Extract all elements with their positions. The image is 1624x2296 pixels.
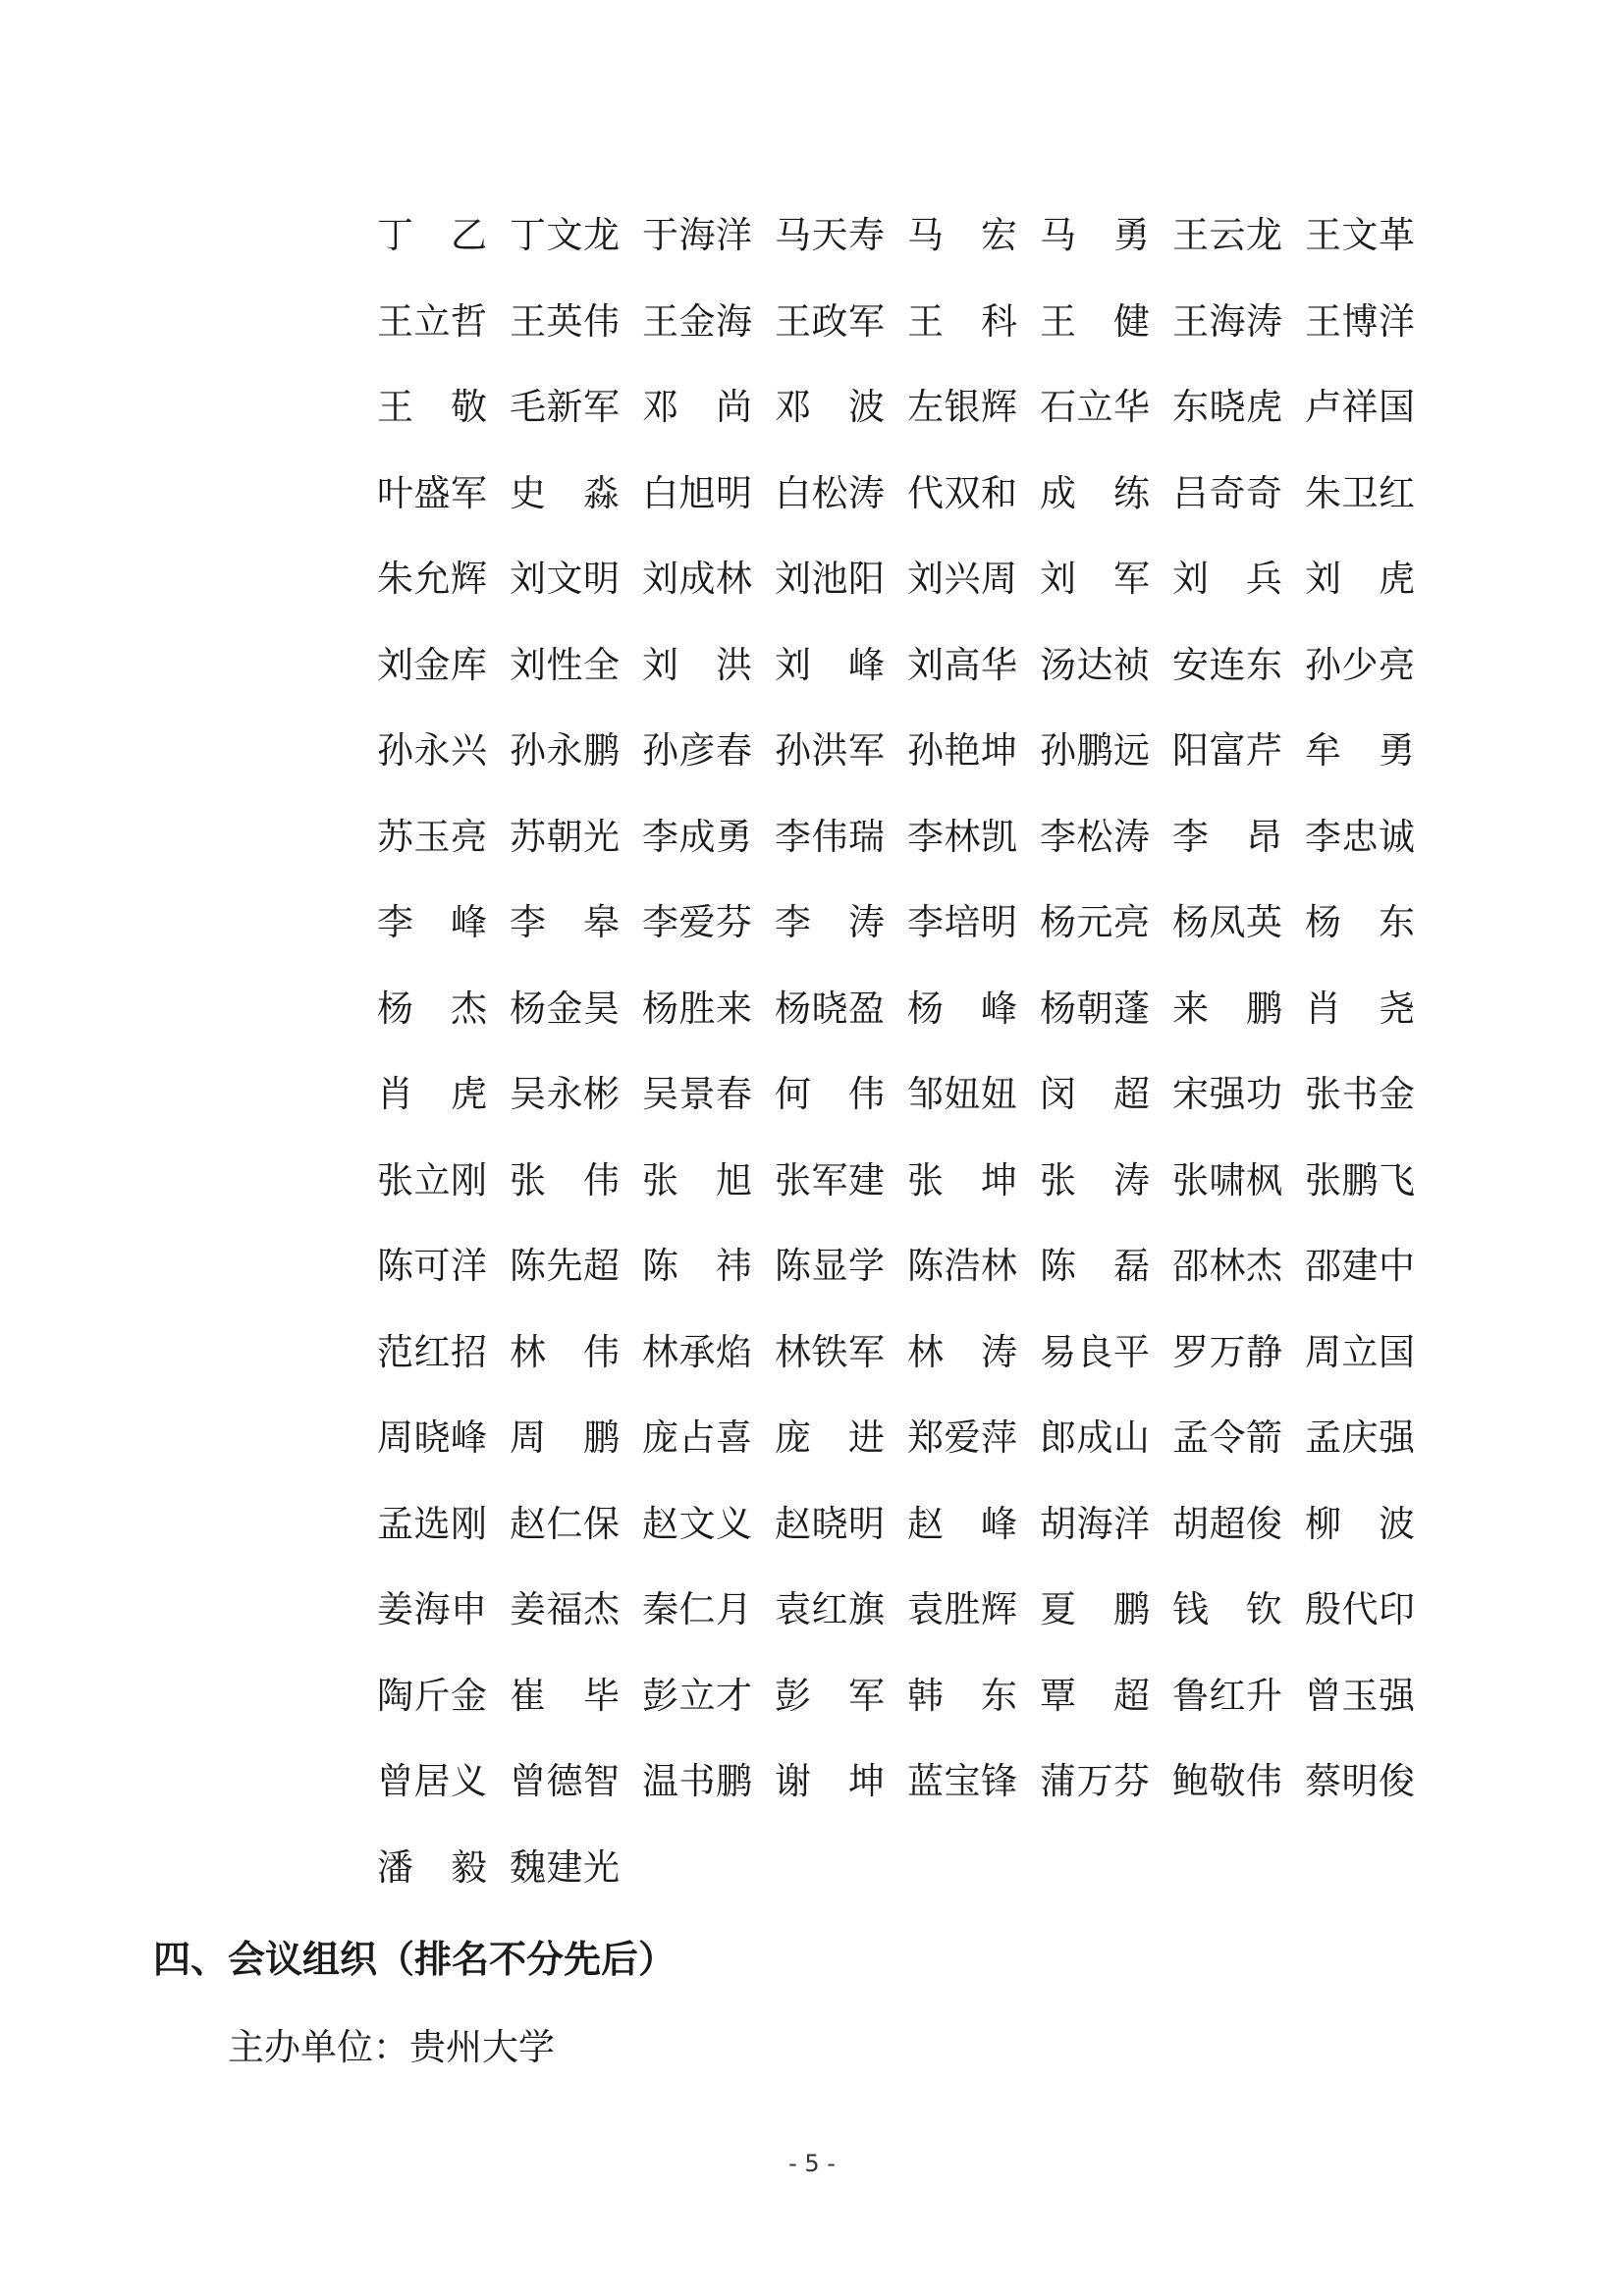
name-entry: 杨 东 [1305,901,1415,943]
name-entry: 赵 文 义 [642,1502,752,1545]
name-entry: 张 啸 枫 [1172,1158,1282,1201]
name-entry: 鲍 敬 伟 [1172,1760,1282,1802]
name-entry: 曾 德 智 [510,1760,620,1802]
name-entry: 汤 达 祯 [1040,643,1150,686]
name-entry: 刘 性 全 [510,643,620,686]
name-entry: 赵 仁 保 [510,1502,620,1545]
name-entry: 闵 超 [1040,1073,1150,1115]
name-entry: 苏 玉 亮 [377,815,487,858]
name-entry: 肖 虎 [377,1073,487,1115]
name-entry: 周 鹏 [510,1416,620,1459]
name-entry: 杨 杰 [377,987,487,1030]
name-entry: 胡 海 洋 [1040,1502,1150,1545]
name-entry: 杨 凤 英 [1172,901,1282,943]
page-number: - 5 - [788,2150,836,2177]
name-entry: 李 昂 [1172,815,1282,858]
name-entry: 刘 高 华 [907,643,1017,686]
name-entry: 邹 妞 妞 [907,1073,1017,1115]
name-entry: 李 林 凯 [907,815,1017,858]
name-entry: 孙 彦 春 [642,729,752,772]
name-entry: 于 海 洋 [642,214,752,256]
name-entry: 李 培 明 [907,901,1017,943]
name-entry: 郑 爱 萍 [907,1416,1017,1459]
name-entry: 刘 虎 [1305,558,1415,600]
name-entry: 朱 卫 红 [1305,471,1415,514]
name-entry: 张 立 刚 [377,1158,487,1201]
name-entry: 孙 洪 军 [775,729,885,772]
name-entry: 刘 军 [1040,558,1150,600]
name-entry: 杨 金 昊 [510,987,620,1030]
name-entry: 林 承 焰 [642,1330,752,1373]
name-entry: 苏 朝 光 [510,815,620,858]
name-entry: 孙 少 亮 [1305,643,1415,686]
name-entry: 鲁 红 升 [1172,1674,1282,1717]
name-entry: 王 博 洋 [1305,299,1415,343]
name-entry: 邓 波 [775,386,885,428]
name-entry: 杨 峰 [907,987,1017,1030]
name-entry: 孙 永 鹏 [510,729,620,772]
name-entry: 王 立 哲 [377,299,487,343]
name-entry: 胡 超 俊 [1172,1502,1282,1545]
name-entry: 张 书 金 [1305,1073,1415,1115]
name-entry: 周 晓 峰 [377,1416,487,1459]
name-entry: 李 涛 [775,901,885,943]
name-entry: 李 松 涛 [1040,815,1150,858]
name-entry: 韩 东 [907,1674,1017,1717]
name-entry: 林 铁 军 [775,1330,885,1373]
name-entry: 刘 兴 周 [907,558,1017,600]
name-entry: 庞 占 喜 [642,1416,752,1459]
name-entry: 林 涛 [907,1330,1017,1373]
name-entry: 刘 兵 [1172,558,1282,600]
name-entry: 刘 池 阳 [775,558,885,600]
name-entry: 张 伟 [510,1158,620,1201]
name-entry: 姜 福 杰 [510,1588,620,1630]
name-entry: 刘 金 库 [377,643,487,686]
name-entry: 陈 浩 林 [907,1245,1017,1287]
name-entry: 肖 尧 [1305,987,1415,1030]
name-entry: 李 皋 [510,901,620,943]
name-entry: 张 军 建 [775,1158,885,1201]
name-entry: 杨 胜 来 [642,987,752,1030]
name-entry: 宋 强 功 [1172,1073,1282,1115]
name-entry: 刘 文 明 [510,558,620,600]
name-entry: 彭 立 才 [642,1674,752,1717]
name-entry: 陈 祎 [642,1245,752,1287]
name-entry: 邵 建 中 [1305,1245,1415,1287]
name-entry: 孙 永 兴 [377,729,487,772]
name-entry: 周 立 国 [1305,1330,1415,1373]
name-entry: 袁 红 旗 [775,1588,885,1630]
name-entry: 蔡 明 俊 [1305,1760,1415,1802]
name-entry: 曾 居 义 [377,1760,487,1802]
name-entry: 李 峰 [377,901,487,943]
name-entry: 史 淼 [510,471,620,514]
name-entry: 王 云 龙 [1172,214,1282,256]
name-entry: 彭 军 [775,1674,885,1717]
name-entry: 王 健 [1040,299,1150,343]
name-entry: 朱 允 辉 [377,558,487,600]
name-entry: 蒲 万 芬 [1040,1760,1150,1802]
name-entry: 王 文 革 [1305,214,1415,256]
name-entry: 覃 超 [1040,1674,1150,1717]
name-entry: 叶 盛 军 [377,471,487,514]
name-entry: 王 政 军 [775,299,885,343]
name-entry: 东 晓 虎 [1172,386,1282,428]
name-entry: 崔 毕 [510,1674,620,1717]
name-entry: 曾 玉 强 [1305,1674,1415,1717]
name-entry: 孟 令 箭 [1172,1416,1282,1459]
name-entry: 庞 进 [775,1416,885,1459]
name-entry: 马 宏 [907,214,1017,256]
name-entry: 郎 成 山 [1040,1416,1150,1459]
name-entry: 马 勇 [1040,214,1150,256]
name-entry: 李 伟 瑞 [775,815,885,858]
name-entry: 王 英 伟 [510,299,620,343]
name-entry: 张 涛 [1040,1158,1150,1201]
name-entry: 邓 尚 [642,386,752,428]
name-entry: 李 忠 诚 [1305,815,1415,858]
name-entry: 孙 鹏 远 [1040,729,1150,772]
name-entry: 王 科 [907,299,1017,343]
name-entry: 陈 可 洋 [377,1245,487,1287]
name-entry: 谢 坤 [775,1760,885,1802]
name-entry: 杨 元 亮 [1040,901,1150,943]
name-entry: 罗 万 静 [1172,1330,1282,1373]
name-entry: 潘 毅 [377,1845,487,1889]
name-entry: 吴 景 春 [642,1073,752,1115]
committee-name-list [377,208,1437,1926]
name-entry: 王 敬 [377,386,487,428]
name-entry: 王 金 海 [642,299,752,343]
name-entry: 丁 乙 [377,214,487,256]
name-entry: 左 银 辉 [907,386,1017,428]
name-entry: 牟 勇 [1305,729,1415,772]
name-entry: 毛 新 军 [510,386,620,428]
name-entry: 姜 海 申 [377,1588,487,1630]
name-entry: 刘 洪 [642,643,752,686]
name-entry: 陶 斤 金 [377,1674,487,1717]
name-entry: 马 天 寿 [775,214,885,256]
name-entry: 赵 晓 明 [775,1502,885,1545]
name-entry: 阳 富 芹 [1172,729,1282,772]
name-entry: 夏 鹏 [1040,1588,1150,1630]
name-entry: 陈 磊 [1040,1245,1150,1287]
name-entry: 刘 成 林 [642,558,752,600]
name-entry: 白 旭 明 [642,471,752,514]
name-entry: 陈 先 超 [510,1245,620,1287]
name-entry: 孙 艳 坤 [907,729,1017,772]
name-entry: 林 伟 [510,1330,620,1373]
name-entry: 孟 选 刚 [377,1502,487,1545]
name-entry: 何 伟 [775,1073,885,1115]
name-entry: 王 海 涛 [1172,299,1282,343]
name-entry: 丁 文 龙 [510,214,620,256]
name-entry: 杨 朝 蓬 [1040,987,1150,1030]
name-entry: 张 坤 [907,1158,1017,1201]
name-entry: 易 良 平 [1040,1330,1150,1373]
name-entry: 范 红 招 [377,1330,487,1373]
name-entry: 柳 波 [1305,1502,1415,1545]
name-entry: 秦 仁 月 [642,1588,752,1630]
name-entry: 魏 建 光 [510,1845,620,1889]
name-entry: 殷 代 印 [1305,1588,1415,1630]
name-entry: 石 立 华 [1040,386,1150,428]
name-entry: 李 成 勇 [642,815,752,858]
name-entry: 白 松 涛 [775,471,885,514]
name-entry: 邵 林 杰 [1172,1245,1282,1287]
name-entry: 代 双 和 [907,471,1017,514]
name-entry: 张 旭 [642,1158,752,1201]
name-entry: 吴 永 彬 [510,1073,620,1115]
name-entry: 赵 峰 [907,1502,1017,1545]
name-entry: 安 连 东 [1172,643,1282,686]
name-entry: 温 书 鹏 [642,1760,752,1802]
name-entry: 卢 祥 国 [1305,386,1415,428]
name-entry: 张 鹏 飞 [1305,1158,1415,1201]
name-entry: 袁 胜 辉 [907,1588,1017,1630]
name-entry: 吕 奇 奇 [1172,471,1282,514]
name-entry: 李 爱 芬 [642,901,752,943]
name-entry: 陈 显 学 [775,1245,885,1287]
organizer-line: 主办单位：贵州大学 [228,2026,555,2068]
section-heading: 四、会议组织（排名不分先后） [153,1938,677,1981]
name-entry: 孟 庆 强 [1305,1416,1415,1459]
name-entry: 来 鹏 [1172,987,1282,1030]
name-entry: 钱 钦 [1172,1588,1282,1630]
name-entry: 刘 峰 [775,643,885,686]
name-entry: 成 练 [1040,471,1150,514]
name-entry: 杨 晓 盈 [775,987,885,1030]
name-entry: 蓝 宝 锋 [907,1760,1017,1802]
